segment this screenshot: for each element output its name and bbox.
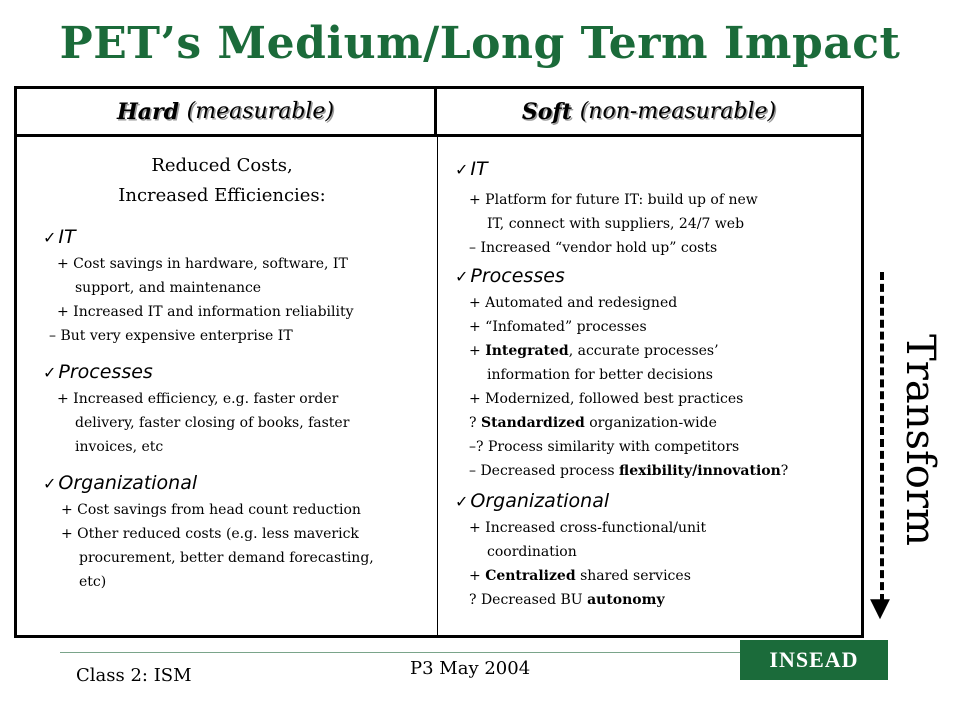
- soft-header-rest: (non-measurable): [579, 99, 777, 124]
- transform-label: Transform: [897, 334, 943, 546]
- check-icon: ✓: [455, 267, 469, 286]
- list-item: – But very expensive enterprise IT: [49, 328, 293, 344]
- arrow-down-icon: ▼: [870, 593, 890, 623]
- hard-column: [17, 137, 437, 594]
- list-item: + Platform for future IT: build up of new: [469, 192, 758, 208]
- list-item: invoices, etc: [75, 439, 164, 455]
- list-item: IT, connect with suppliers, 24/7 web: [487, 216, 745, 232]
- list-item: etc): [79, 574, 107, 590]
- list-item: + Modernized, followed best practices: [469, 391, 744, 407]
- list-item: delivery, faster closing of books, faster: [75, 415, 350, 431]
- class-label: Class 2: ISM: [76, 665, 192, 686]
- soft-organizational-heading: ✓ Organizational: [455, 490, 610, 512]
- insead-logo: INSEAD: [740, 640, 888, 680]
- intro-line: Increased Efficiencies:: [118, 185, 326, 206]
- list-item: + Cost savings from head count reduction: [61, 502, 361, 518]
- footer-divider: [60, 652, 740, 653]
- list-item: coordination: [487, 544, 577, 560]
- list-item: support, and maintenance: [75, 280, 262, 296]
- list-item: + Cost savings in hardware, software, IT: [57, 256, 348, 272]
- hard-header-em: Hard: [116, 98, 179, 125]
- list-item: ? Standardized organization-wide: [469, 415, 717, 431]
- soft-processes-heading: ✓ Processes: [455, 265, 565, 287]
- list-item: information for better decisions: [487, 367, 713, 383]
- check-icon: ✓: [455, 492, 469, 511]
- check-icon: ✓: [43, 228, 57, 247]
- date-label: P3 May 2004: [410, 658, 531, 679]
- list-item: + Other reduced costs (e.g. less maverick: [61, 526, 359, 542]
- list-item: + Automated and redesigned: [469, 295, 678, 311]
- transform-dashed-line: [880, 272, 884, 602]
- list-item: –? Process similarity with competitors: [469, 439, 740, 455]
- page-title: PET’s Medium/Long Term Impact: [59, 18, 901, 69]
- list-item: + Centralized shared services: [469, 568, 691, 584]
- list-item: + Increased IT and information reliability: [57, 304, 354, 320]
- list-item: + Increased cross-functional/unit: [469, 520, 707, 536]
- list-item: + Increased efficiency, e.g. faster order: [57, 391, 339, 407]
- hard-header: [17, 89, 437, 137]
- list-item: + “Infomated” processes: [469, 319, 647, 335]
- hard-processes-heading: ✓ Processes: [43, 361, 153, 383]
- column-divider: [437, 137, 438, 635]
- list-item: ? Decreased BU autonomy: [469, 592, 665, 608]
- impact-table: [14, 86, 864, 638]
- check-icon: ✓: [43, 474, 57, 493]
- list-item: – Increased “vendor hold up” costs: [469, 240, 718, 256]
- soft-header: [437, 89, 861, 137]
- soft-header-em: Soft: [521, 98, 573, 125]
- hard-organizational-heading: ✓ Organizational: [43, 472, 198, 494]
- hard-header-rest: (measurable): [186, 99, 335, 124]
- soft-column: [441, 137, 861, 612]
- list-item: + Integrated, accurate processes’: [469, 343, 719, 359]
- soft-it-heading: ✓ IT: [455, 158, 488, 180]
- hard-intro: [37, 151, 407, 211]
- check-icon: ✓: [43, 363, 57, 382]
- list-item: – Decreased process flexibility/innovation?: [469, 463, 789, 479]
- hard-it-heading: ✓ IT: [43, 226, 76, 248]
- list-item: procurement, better demand forecasting,: [79, 550, 374, 566]
- intro-line: Reduced Costs,: [151, 155, 293, 176]
- check-icon: ✓: [455, 160, 469, 179]
